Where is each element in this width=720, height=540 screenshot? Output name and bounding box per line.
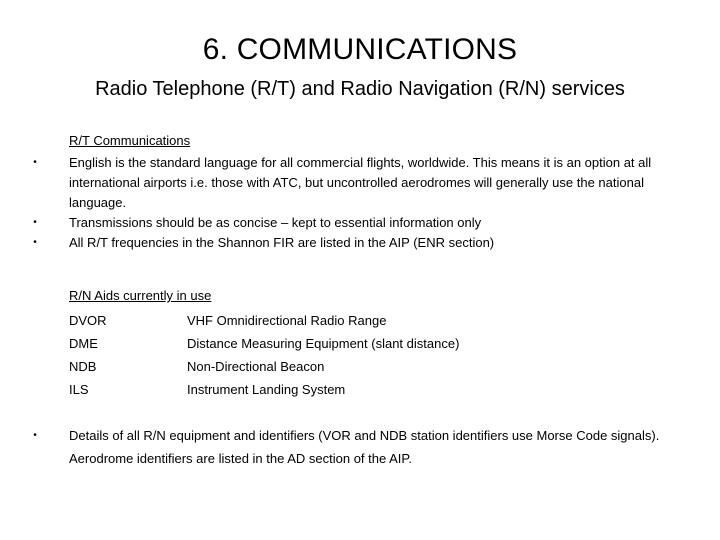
list-item [30, 153, 690, 213]
bullet-text: Transmissions should be as concise – kept to essential information only [69, 215, 482, 230]
slide-title: 6. COMMUNICATIONS [202, 33, 518, 66]
table-row [69, 355, 459, 378]
rt-section-heading: R/T Communications [69, 133, 191, 148]
bullet-text: All R/T frequencies in the Shannon FIR are listed in the AIP (ENR section) [69, 235, 495, 250]
table-row [69, 378, 459, 401]
table-row [69, 332, 459, 355]
bullet-icon: • [33, 237, 37, 248]
slide-subtitle: Radio Telephone (R/T) and Radio Navigation (R/N) services [95, 78, 625, 100]
table-row [69, 309, 459, 332]
bullet-text: Details of all R/N equipment and identifiers (VOR and NDB station identifiers use Morse Code signals). Aerodrome identifiers are listed in the AD section of the AIP. [69, 428, 660, 466]
list-item [30, 424, 690, 470]
rn-aids-table [69, 309, 459, 401]
aid-abbreviation: NDB [69, 359, 97, 374]
aid-description: VHF Omnidirectional Radio Range [187, 313, 387, 328]
aid-description: Distance Measuring Equipment (slant distance) [187, 336, 460, 351]
aid-description: Non-Directional Beacon [187, 359, 325, 374]
aid-abbreviation: DME [69, 336, 98, 351]
rt-bullet-list [30, 153, 690, 253]
list-item [30, 213, 690, 233]
list-item [30, 233, 690, 253]
bullet-icon: • [33, 157, 37, 168]
bullet-icon: • [33, 217, 37, 228]
aid-abbreviation: DVOR [69, 313, 107, 328]
aid-description: Instrument Landing System [187, 382, 346, 397]
bullet-text: English is the standard language for all commercial flights, worldwide. This means it is an option at all international airports i.e. those with ATC, but uncontrolled aerodromes will generally use the national language. [69, 155, 652, 210]
rn-aids-heading: R/N Aids currently in use [69, 288, 212, 303]
final-bullet-list [30, 424, 690, 470]
bullet-icon: • [33, 430, 37, 441]
aid-abbreviation: ILS [69, 382, 89, 397]
